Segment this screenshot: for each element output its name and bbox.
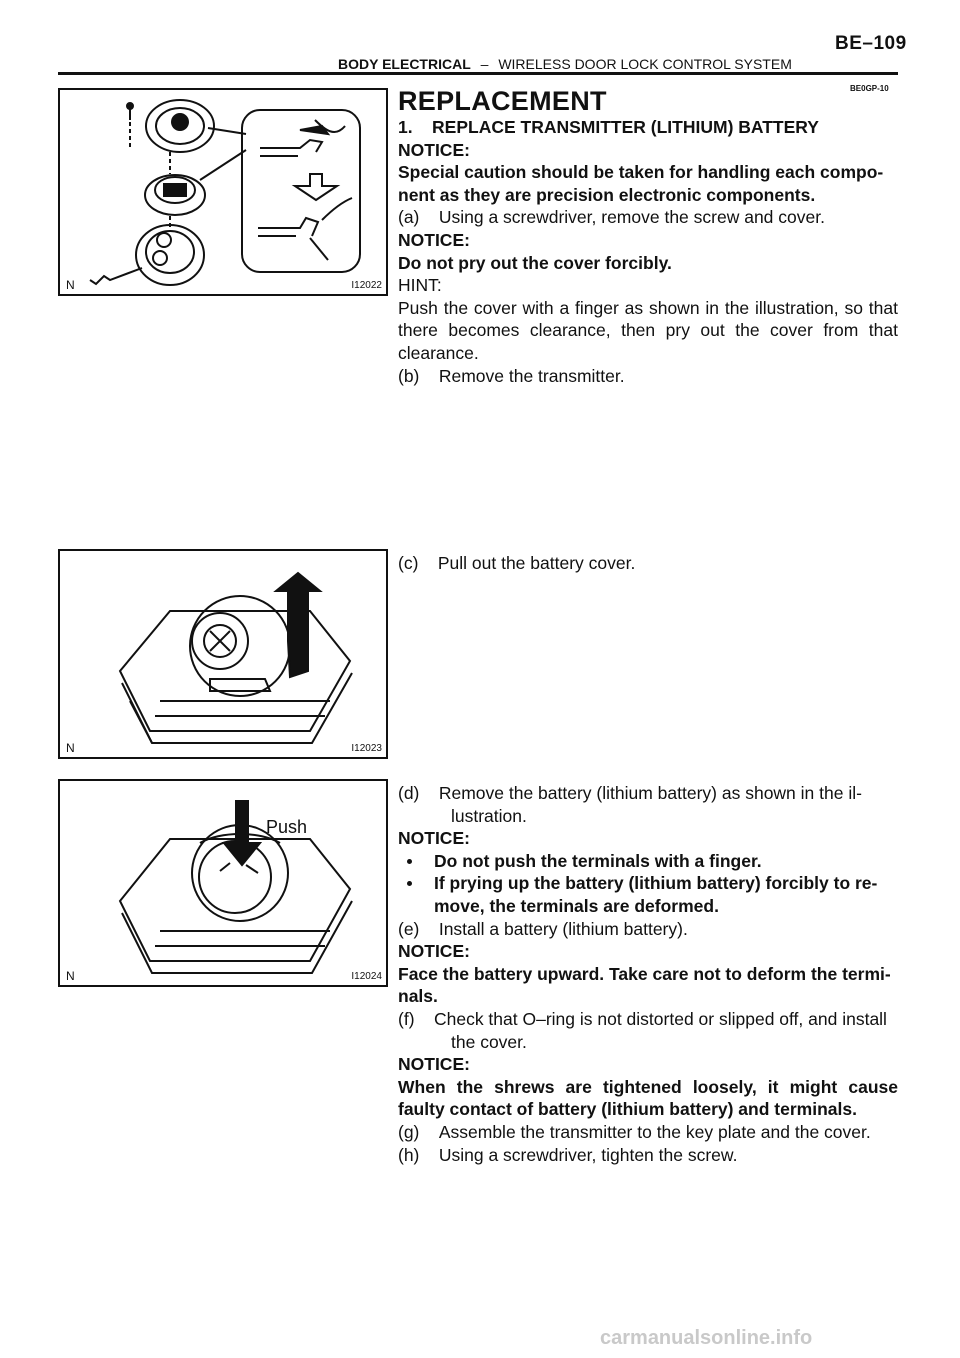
notice-text: When the shrews are tightened loosely, it might cause faulty contact of battery (lithium battery) and terminals. bbox=[398, 1076, 898, 1120]
notice-label: NOTICE: bbox=[398, 229, 470, 250]
watermark: carmanualsonline.info bbox=[600, 1327, 813, 1349]
figure-id: I12023 bbox=[351, 743, 382, 754]
notice-label: NOTICE: bbox=[398, 139, 470, 160]
push-label: Push bbox=[266, 817, 308, 837]
replacement-steps-part1 bbox=[398, 86, 898, 387]
notice-text: Special caution should be taken for handling each compo- nent as they are precision electronic components. bbox=[398, 162, 884, 205]
figure-push-battery bbox=[58, 779, 388, 987]
step-a: (a) Using a screwdriver, remove the screw and cover. bbox=[398, 207, 825, 228]
step-h: (h) Using a screwdriver, tighten the screw. bbox=[398, 1144, 738, 1165]
key-disassembly-illustration bbox=[60, 90, 390, 298]
section-title: BODY ELECTRICAL bbox=[338, 56, 471, 72]
replacement-steps-part2 bbox=[398, 552, 898, 575]
step-e: (e) Install a battery (lithium battery). bbox=[398, 918, 688, 939]
running-header bbox=[338, 56, 792, 72]
notice-text: Do not pry out the cover forcibly. bbox=[398, 252, 672, 273]
replacement-heading: REPLACEMENT bbox=[398, 86, 607, 116]
bullet-dot bbox=[407, 859, 412, 864]
figure-id: I12024 bbox=[351, 971, 382, 982]
notice-text: Face the battery upward. Take care not to deform the termi- nals. bbox=[398, 963, 891, 1007]
figure-key-disassembly bbox=[58, 88, 388, 296]
figure-corner-mark: N bbox=[66, 969, 75, 983]
battery-cover-illustration bbox=[60, 551, 390, 761]
figure-corner-mark: N bbox=[66, 741, 75, 755]
step-f: (f) Check that O–ring is not distorted or slipped off, and install the cover. bbox=[398, 1008, 887, 1052]
header-dash: – bbox=[480, 56, 489, 72]
hint-label: HINT: bbox=[398, 275, 442, 296]
notice-label: NOTICE: bbox=[398, 1054, 470, 1075]
replacement-steps-part3 bbox=[398, 782, 898, 1166]
figure-battery-cover bbox=[58, 549, 388, 759]
step-g: (g) Assemble the transmitter to the key plate and the cover. bbox=[398, 1121, 871, 1142]
notice-bullet bbox=[398, 872, 898, 917]
subsection-title: WIRELESS DOOR LOCK CONTROL SYSTEM bbox=[498, 56, 792, 72]
notice-label: NOTICE: bbox=[398, 828, 470, 849]
step-1: 1. REPLACE TRANSMITTER (LITHIUM) BATTERY bbox=[398, 117, 819, 137]
figure-id: I12022 bbox=[351, 280, 382, 291]
notice-bullet-text: If prying up the battery (lithium battery) forcibly to re- move, the terminals are deformed. bbox=[434, 873, 878, 916]
hint-text: Push the cover with a finger as shown in the illustration, so that there becomes clearance, then pry out the cover from that clearance. bbox=[398, 297, 898, 363]
step-b: (b) Remove the transmitter. bbox=[398, 365, 625, 386]
notice-bullet bbox=[398, 850, 898, 873]
header-rule bbox=[58, 72, 898, 75]
figure-corner-mark: N bbox=[66, 278, 75, 292]
notice-bullet-text: Do not push the terminals with a finger. bbox=[434, 850, 762, 871]
bullet-dot bbox=[407, 881, 412, 886]
notice-label: NOTICE: bbox=[398, 941, 470, 962]
document-code: BE0GP-10 bbox=[850, 84, 889, 93]
step-c: (c) Pull out the battery cover. bbox=[398, 553, 636, 573]
push-battery-illustration bbox=[60, 781, 390, 989]
page-number: BE–109 bbox=[835, 33, 907, 54]
step-d: (d) Remove the battery (lithium battery) as shown in the il- lustration. bbox=[398, 783, 862, 826]
